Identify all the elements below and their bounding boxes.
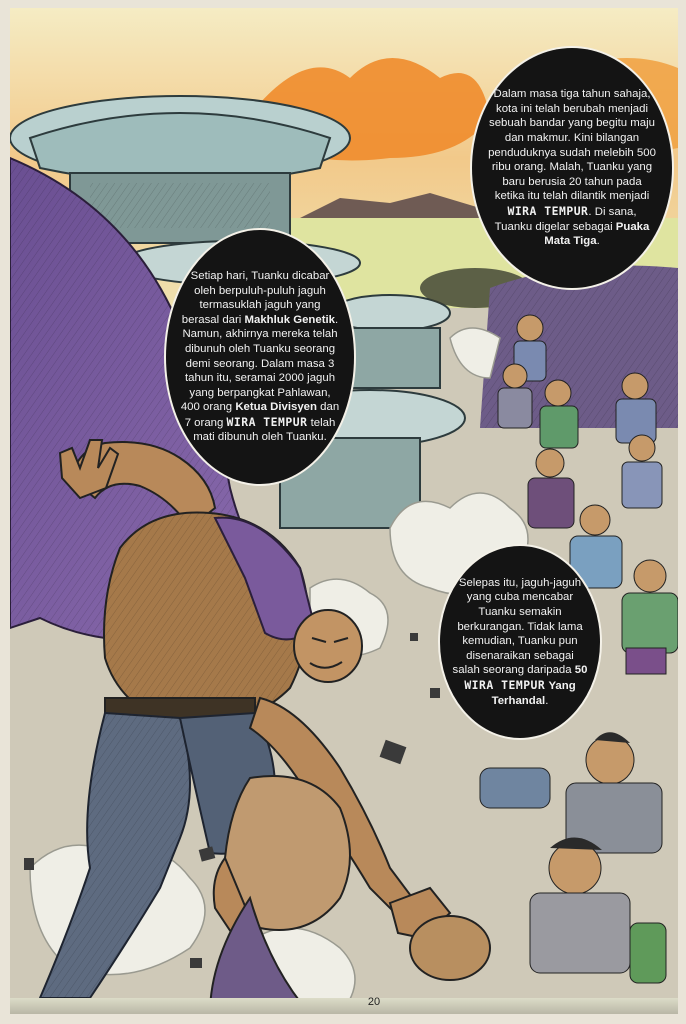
caption-text: Dalam masa tiga tahun sahaja, kota ini telah berubah menjadi sebuah bandar yang begitu maju dan makmur. Kini bilangan penduduknya sudah melebih 500 ribu orang. Malah, Tuanku yang baru berusia 20 tahun pada ketika itu telah dilantik menjadi	[488, 88, 656, 203]
caption-text: telah mati dibunuh oleh Tuanku.	[193, 416, 336, 444]
warrior	[566, 732, 662, 853]
caption-bold: Yang Terhandal	[491, 679, 576, 707]
caption-bold: Puaka Mata Tiga	[544, 220, 650, 248]
comic-page	[10, 8, 678, 1014]
caption-text: .	[545, 694, 549, 707]
caption-text: . Namun, akhirnya mereka telah dibunuh oleh Tuanku seorang demi seorang. Dalam masa 3 tahun itu, seramai 2000 jaguh yang berpangkat Pahlawan, 400 orang	[180, 313, 339, 414]
caption-bold: 50	[574, 664, 588, 677]
warrior	[622, 560, 678, 674]
warrior	[622, 435, 662, 508]
caption-bold: Ketua Divisyen	[235, 401, 317, 414]
warrior	[528, 449, 574, 528]
caption-text: Selepas itu, jaguh-jaguh yang cuba mencabar Tuanku semakin berkurangan. Tidak lama kemudian, Tuanku pun disenaraikan sebagai salah seorang daripada	[452, 576, 583, 677]
caption-text: .	[596, 235, 600, 248]
warrior	[498, 364, 532, 428]
caption-bold: WIRA TEMPUR	[464, 677, 546, 692]
warrior	[530, 837, 666, 983]
caption-text: Setiap hari, Tuanku dicabar oleh berpuluh-puluh jaguh termasuklah jaguh yang berasal dari	[181, 269, 330, 326]
page-number: 20	[367, 996, 381, 1008]
caption-bold: Makhluk Genetik	[244, 313, 336, 326]
caption-bold: WIRA TEMPUR	[507, 203, 589, 218]
caption-bubble-middle-left	[166, 230, 354, 484]
warrior	[480, 768, 550, 808]
caption-bubble-bottom-right	[440, 546, 600, 738]
caption-text: dan 7 orang	[184, 401, 340, 429]
caption-bold: WIRA TEMPUR	[226, 414, 308, 429]
caption-text: . Di sana, Tuanku digelar sebagai	[494, 205, 637, 233]
caption-bubble-top-right	[472, 48, 672, 288]
warrior-head	[294, 610, 362, 682]
